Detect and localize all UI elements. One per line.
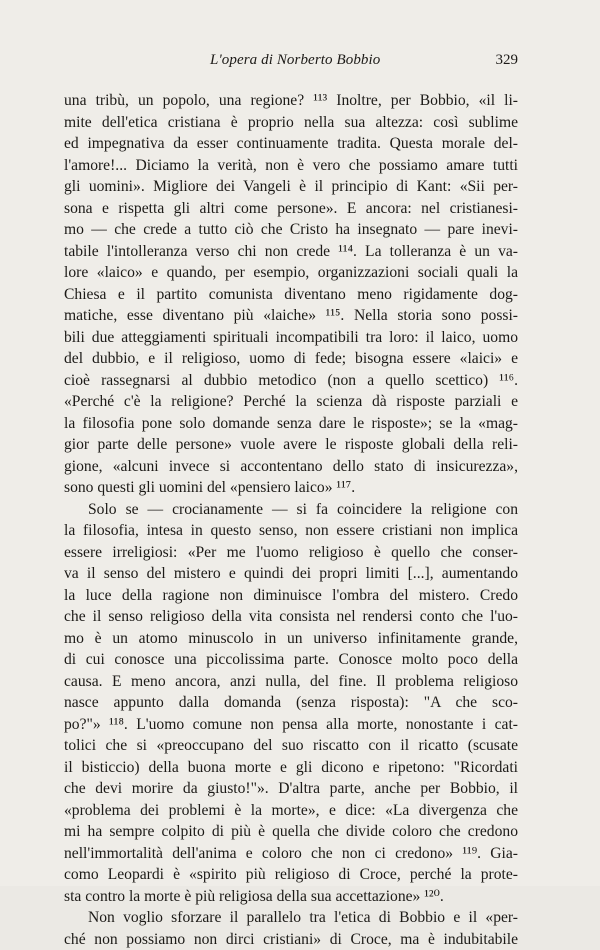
text-line: mite dell'etica cristiana è proprio nella sua altezza: così sublime xyxy=(64,112,518,134)
running-title: L'opera di Norberto Bobbio xyxy=(210,52,380,69)
text-line: «Perché c'è la religione? Perché la scienza dà risposte parziali e xyxy=(64,391,518,413)
text-line: essere irreligiosi: «Per me l'uomo religioso è quello che conser- xyxy=(64,542,518,564)
text-line: lore «laico» e quando, per esempio, organizzazioni sociali quali la xyxy=(64,262,518,284)
text-line: gione, «alcuni invece si accontentano dello stato di insicurezza», xyxy=(64,456,518,478)
text-line: gli uomini». Migliore dei Vangeli è il principio di Kant: «Sii per- xyxy=(64,176,518,198)
text-line: il bisticcio) della buona morte e gli dicono e ripetono: "Ricordati xyxy=(64,757,518,779)
text-line: cioè rassegnarsi al dubbio metodico (non a quello scettico) ¹¹⁶. xyxy=(64,370,518,392)
text-line: causa. E meno ancora, anzi nulla, del fine. Il problema religioso xyxy=(64,671,518,693)
text-line: tolici che si «preoccupano del suo riscatto con il ricatto (scusate xyxy=(64,735,518,757)
text-line: del dubbio, e il religioso, uomo di fede; bisogna essere «laici» e xyxy=(64,348,518,370)
text-line: una tribù, un popolo, una regione? ¹¹³ Inoltre, per Bobbio, «il li- xyxy=(64,90,518,112)
text-line: Chiesa e il partito comunista diventano meno rigidamente dog- xyxy=(64,284,518,306)
text-line: l'amore!... Diciamo la verità, non è vero che possiamo amare tutti xyxy=(64,155,518,177)
text-line-paragraph-start: Solo se — crocianamente — si fa coincidere la religione con xyxy=(64,499,518,521)
running-header xyxy=(64,52,518,72)
body-text xyxy=(64,90,518,950)
text-line: matiche, esse diventano più «laiche» ¹¹⁵. Nella storia sono possi- xyxy=(64,305,518,327)
text-line: po?"» ¹¹⁸. L'uomo comune non pensa alla morte, nonostante i cat- xyxy=(64,714,518,736)
text-line: la luce della ragione non diminuisce l'ombra del mistero. Credo xyxy=(64,585,518,607)
text-line: como Leopardi è «spirito più religioso di Croce, perché la prote- xyxy=(64,864,518,886)
text-line: mo è un atomo minuscolo in un universo infinitamente grande, xyxy=(64,628,518,650)
text-line-paragraph-start: Non voglio sforzare il parallelo tra l'etica di Bobbio e il «per- xyxy=(64,907,518,929)
text-line: tabile l'intolleranza verso chi non crede ¹¹⁴. La tolleranza è un va- xyxy=(64,241,518,263)
text-line: che devi morire da giusto!"». D'altra parte, anche per Bobbio, il xyxy=(64,778,518,800)
text-line: gior parte delle persone» vuole avere le risposte globali della reli- xyxy=(64,434,518,456)
text-line: mo — che crede a tutto ciò che Cristo ha insegnato — pare inevi- xyxy=(64,219,518,241)
text-line: la filosofia, intesa in questo senso, non essere cristiani non implica xyxy=(64,520,518,542)
page-number: 329 xyxy=(496,52,519,69)
text-line: che il senso religioso della vita consista nel rendersi conto che l'uo- xyxy=(64,606,518,628)
text-line: ed impegnativa da esser continuamente tradita. Questa morale del- xyxy=(64,133,518,155)
text-line: «problema dei problemi è la morte», e dice: «La divergenza che xyxy=(64,800,518,822)
text-line: nasce appunto dalla domanda (senza risposta): "A che sco- xyxy=(64,692,518,714)
text-line-paragraph-end: sta contro la morte è più religiosa della sua accettazione» ¹²⁰. xyxy=(64,886,518,908)
text-line: nell'immortalità dell'anima e coloro che non ci credono» ¹¹⁹. Gia- xyxy=(64,843,518,865)
text-line: mi ha sempre colpito di più è quella che divide coloro che credono xyxy=(64,821,518,843)
text-line: bili due atteggiamenti spirituali incompatibili tra loro: il laico, uomo xyxy=(64,327,518,349)
text-line: va il senso del mistero e quindi dei propri limiti [...], aumentando xyxy=(64,563,518,585)
text-line: ché non possiamo non dirci cristiani» di Croce, ma è indubitabile xyxy=(64,929,518,950)
text-line: la filosofia pone solo domande senza dare le risposte»; se la «mag- xyxy=(64,413,518,435)
text-line: di cui conosce una piccolissima parte. Conosce molto poco della xyxy=(64,649,518,671)
text-line-paragraph-end: sono questi gli uomini del «pensiero laico» ¹¹⁷. xyxy=(64,477,518,499)
text-line: sona e rispetta gli altri come persone». E ancora: nel cristianesi- xyxy=(64,198,518,220)
